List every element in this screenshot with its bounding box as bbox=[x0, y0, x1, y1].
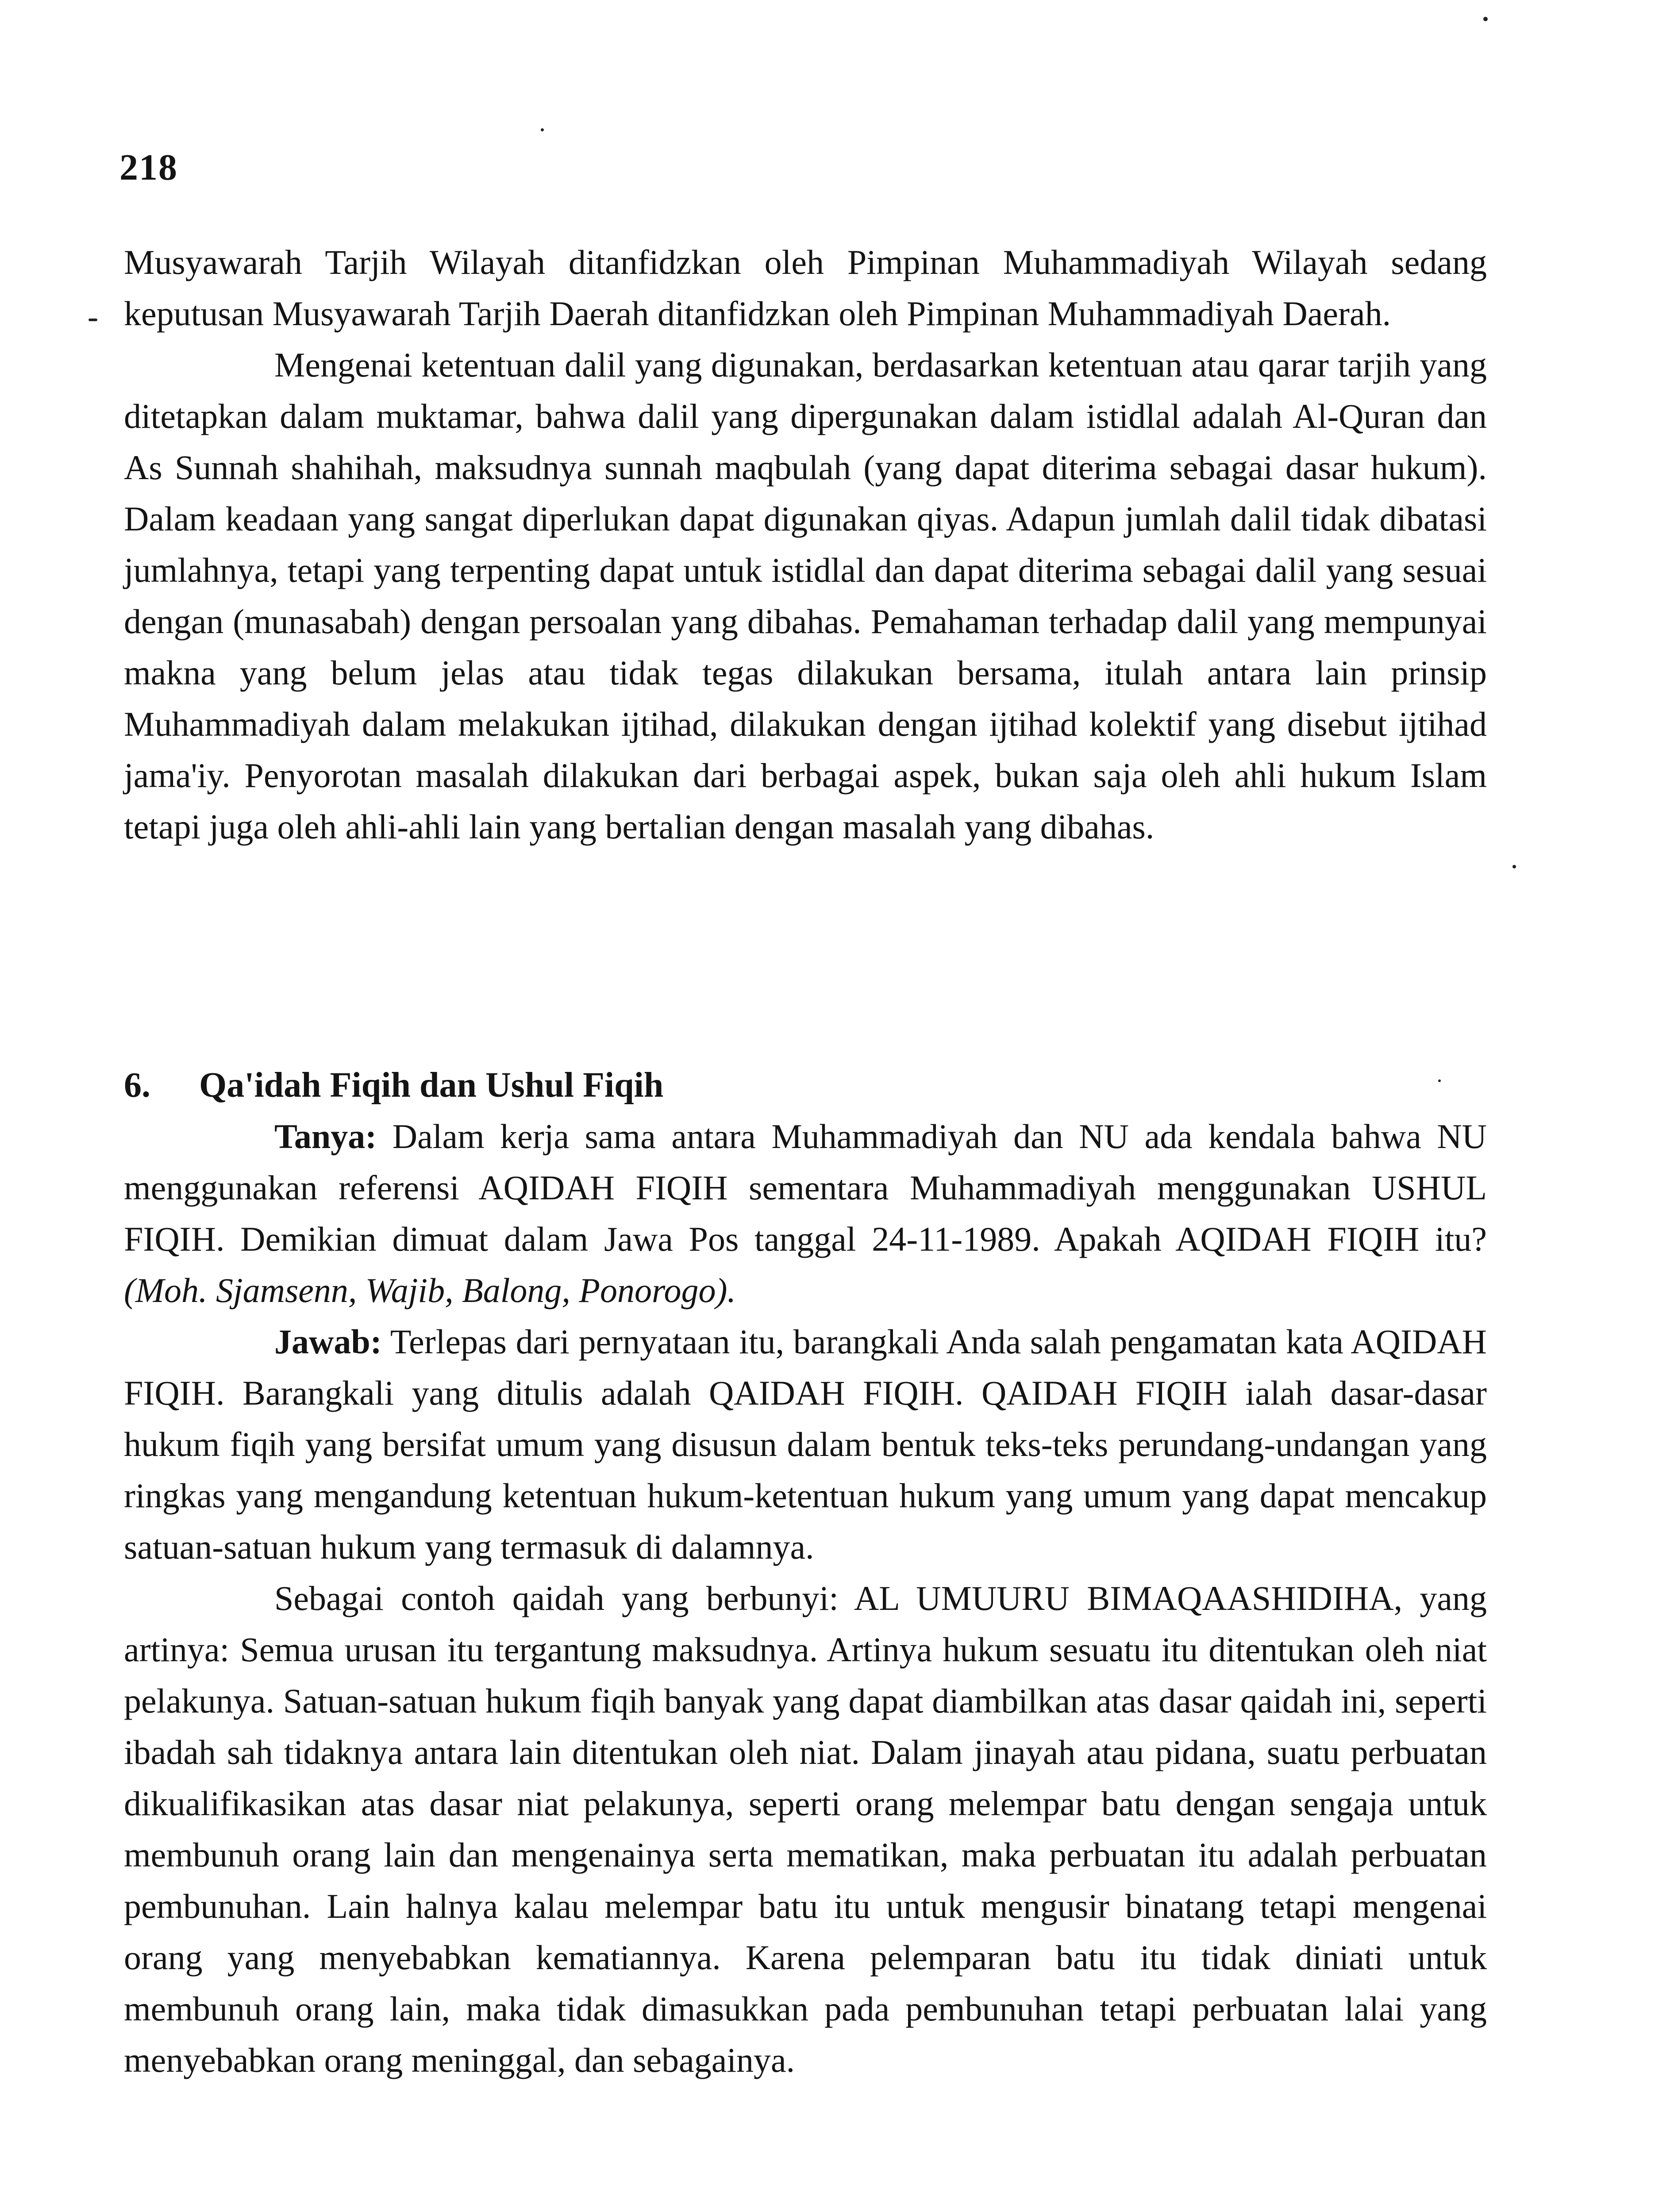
section-heading bbox=[124, 1060, 1487, 1111]
answer-label: Jawab: bbox=[274, 1322, 382, 1361]
scan-speck bbox=[89, 319, 97, 321]
answer-paragraph bbox=[124, 1316, 1487, 1573]
scan-speck bbox=[1483, 17, 1488, 21]
intro-text-block bbox=[124, 237, 1487, 853]
scan-speck bbox=[1512, 865, 1516, 868]
question-text: Dalam kerja sama antara Muhammadiyah dan NU ada kendala bahwa NU menggunakan referensi AQIDAH FIQIH sementara Muhammadiyah menggunakan USHUL FIQIH. Demikian dimuat dalam Jawa Pos tanggal 24-11-1989. Apakah AQIDAH FIQIH itu? bbox=[124, 1117, 1487, 1258]
paragraph-continuation: Musyawarah Tarjih Wilayah ditanfidzkan oleh Pimpinan Muhammadiyah Wilayah sedang keputusan Musyawarah Tarjih Daerah ditanfidzkan oleh Pimpinan Muhammadiyah Daerah. bbox=[124, 243, 1487, 333]
question-citation: (Moh. Sjamsenn, Wajib, Balong, Ponorogo). bbox=[124, 1271, 736, 1310]
question-paragraph bbox=[124, 1111, 1487, 1316]
scan-speck bbox=[541, 128, 544, 131]
question-label: Tanya: bbox=[274, 1117, 377, 1156]
paragraph-dalil: Mengenai ketentuan dalil yang digunakan, berdasarkan ketentuan atau qarar tarjih yang ditetapkan dalam muktamar, bahwa dalil yang dipergunakan dalam istidlal adalah Al-Quran dan As Sunnah shahihah, maksudnya sunnah maqbulah (yang dapat diterima sebagai dasar hukum). Dalam keadaan yang sangat diperlukan dapat digunakan qiyas. Adapun jumlah dalil tidak dibatasi jumlahnya, tetapi yang terpenting dapat untuk istidlal dan dapat diterima sebagai dalil yang sesuai dengan (munasabah) dengan persoalan yang dibahas. Pemahaman terhadap dalil yang mempunyai makna yang belum jelas atau tidak tegas dilakukan bersama, itulah antara lain prinsip Muhammadiyah dalam melakukan ijtihad, dilakukan dengan ijtihad kolektif yang disebut ijtihad jama'iy. Penyorotan masalah dilakukan dari berbagai aspek, bukan saja oleh ahli hukum Islam tetapi juga oleh ahli-ahli lain yang bertalian dengan masalah yang dibahas. bbox=[124, 346, 1487, 846]
section-title: Qa'idah Fiqih dan Ushul Fiqih bbox=[199, 1066, 664, 1105]
example-paragraph: Sebagai contoh qaidah yang berbunyi: AL UMUURU BIMAQAASHIDIHA, yang artinya: Semua urusan itu tergantung maksudnya. Artinya hukum sesuatu itu ditentukan oleh niat pelakunya. Satuan-satuan hukum fiqih banyak yang dapat diambilkan atas dasar qaidah ini, seperti ibadah sah tidaknya antara lain ditentukan oleh niat. Dalam jinayah atau pidana, suatu perbuatan dikualifikasikan atas dasar niat pelakunya, seperti orang melempar batu dengan sengaja untuk membunuh orang lain dan mengenainya serta mematikan, maka perbuatan itu adalah perbuatan pembunuhan. Lain halnya kalau melempar batu itu untuk mengusir binatang tetapi mengenai orang yang menyebabkan kematiannya. Karena pelemparan batu itu tidak diniati untuk membunuh orang lain, maka tidak dimasukkan pada pembunuhan tetapi perbuatan lalai yang menyebabkan orang meninggal, dan sebagainya. bbox=[124, 1579, 1487, 2079]
section-6 bbox=[124, 1060, 1487, 2086]
scan-speck bbox=[1438, 1079, 1441, 1082]
page-number: 218 bbox=[119, 147, 178, 188]
answer-text: Terlepas dari pernyataan itu, barangkali Anda salah pengamatan kata AQIDAH FIQIH. Barangkali yang ditulis adalah QAIDAH FIQIH. QAIDAH FIQIH ialah dasar-dasar hukum fiqih yang bersifat umum yang disusun dalam bentuk teks-teks perundang-undangan yang ringkas yang mengandung ketentuan hukum-ketentuan hukum yang umum yang dapat mencakup satuan-satuan hukum yang termasuk di dalamnya. bbox=[124, 1322, 1487, 1566]
section-number: 6. bbox=[124, 1066, 150, 1105]
